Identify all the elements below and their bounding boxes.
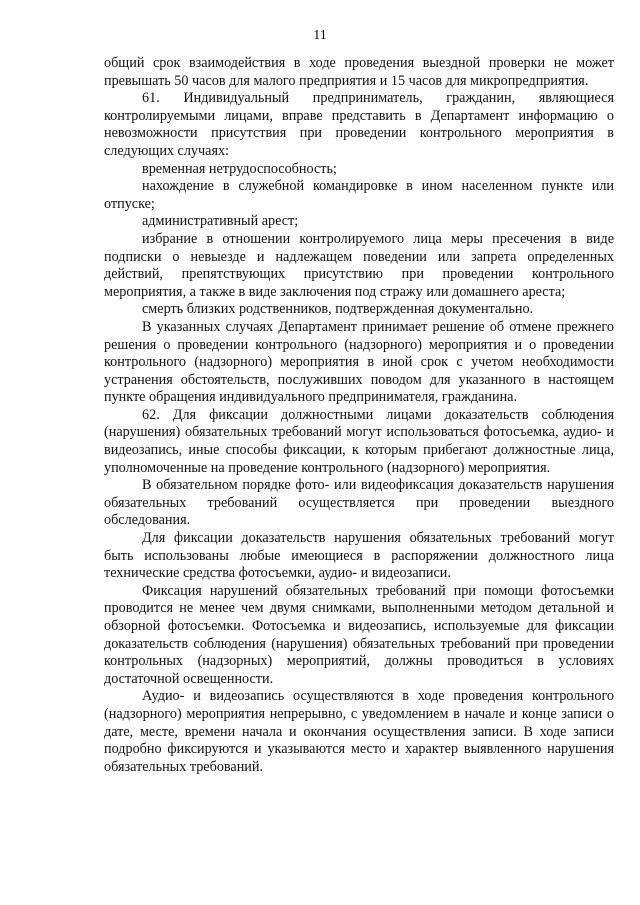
- list-item-business-trip: нахождение в служебной командировке в ином населенном пункте или отпуске;: [104, 178, 614, 212]
- list-item-temporary-disability: временная нетрудоспособность;: [142, 160, 337, 177]
- list-item-administrative-arrest: административный арест;: [142, 213, 299, 230]
- paragraph-item-62: 62. Для фиксации должностными лицами доказательств соблюдения (нарушения) обязательных требований могут использоваться фотосъемка, аудио- и видеозапись, иные способы фиксации, к которым прибегают должностные лица, уполномоченные на проведение контрольного (надзорного) мероприятия.: [104, 406, 614, 476]
- document-body: [104, 55, 614, 776]
- page-number: 11: [313, 28, 327, 43]
- paragraph-mandatory-fixation: В обязательном порядке фото- или видеофиксация доказательств нарушения обязательных требований осуществляется при проведении выездного обследования.: [104, 477, 614, 529]
- list-item-preventive-measure: избрание в отношении контролируемого лица меры пресечения в виде подписки о невыезде и надлежащем поведении или запрета определенных действий, препятствующих присутствию при проведении контрольного мероприятия, а также в виде заключения под стражу или домашнего ареста;: [104, 230, 614, 300]
- paragraph-technical-means: Для фиксации доказательств нарушения обязательных требований могут быть использованы любые имеющиеся в распоряжении должностного лица технические средства фотосъемки, аудио- и видеозаписи.: [104, 530, 614, 582]
- paragraph-item-61: 61. Индивидуальный предприниматель, гражданин, являющиеся контролируемыми лицами, вправе представить в Департамент информацию о невозможности присутствия при проведении контрольного мероприятия в следующих случаях:: [104, 90, 614, 159]
- list-item-death-of-relatives: смерть близких родственников, подтвержденная документально.: [142, 301, 534, 318]
- paragraph-continuation: общий срок взаимодействия в ходе проведения выездной проверки не может превышать 50 часов для малого предприятия и 15 часов для микропредприятия.: [104, 55, 614, 89]
- paragraph-department-decision: В указанных случаях Департамент принимает решение об отмене прежнего решения о проведении контрольного (надзорного) мероприятия и о проведении контрольного (надзорного) мероприятия в иной срок с учетом необходимости устранения обстоятельств, послуживших поводом для указанного в настоящем пункте обращения индивидуального предпринимателя, гражданина.: [104, 318, 614, 406]
- paragraph-photo-fixation: Фиксация нарушений обязательных требований при помощи фотосъемки проводится не менее чем двумя снимками, выполненными методом детальной и обзорной фотосъемки. Фотосъемка и видеозапись, используемые для фиксации доказательств соблюдения (нарушения) обязательных требований при проведении контрольных (надзорных) мероприятий, должны проводиться в условиях достаточной освещенности.: [104, 582, 614, 687]
- paragraph-audio-video-recording: Аудио- и видеозапись осуществляются в ходе проведения контрольного (надзорного) мероприятия непрерывно, с уведомлением в начале и конце записи о дате, месте, времени начала и окончания осуществления записи. В ходе записи подробно фиксируются и указываются место и характер выявленного нарушения обязательных требований.: [104, 688, 614, 775]
